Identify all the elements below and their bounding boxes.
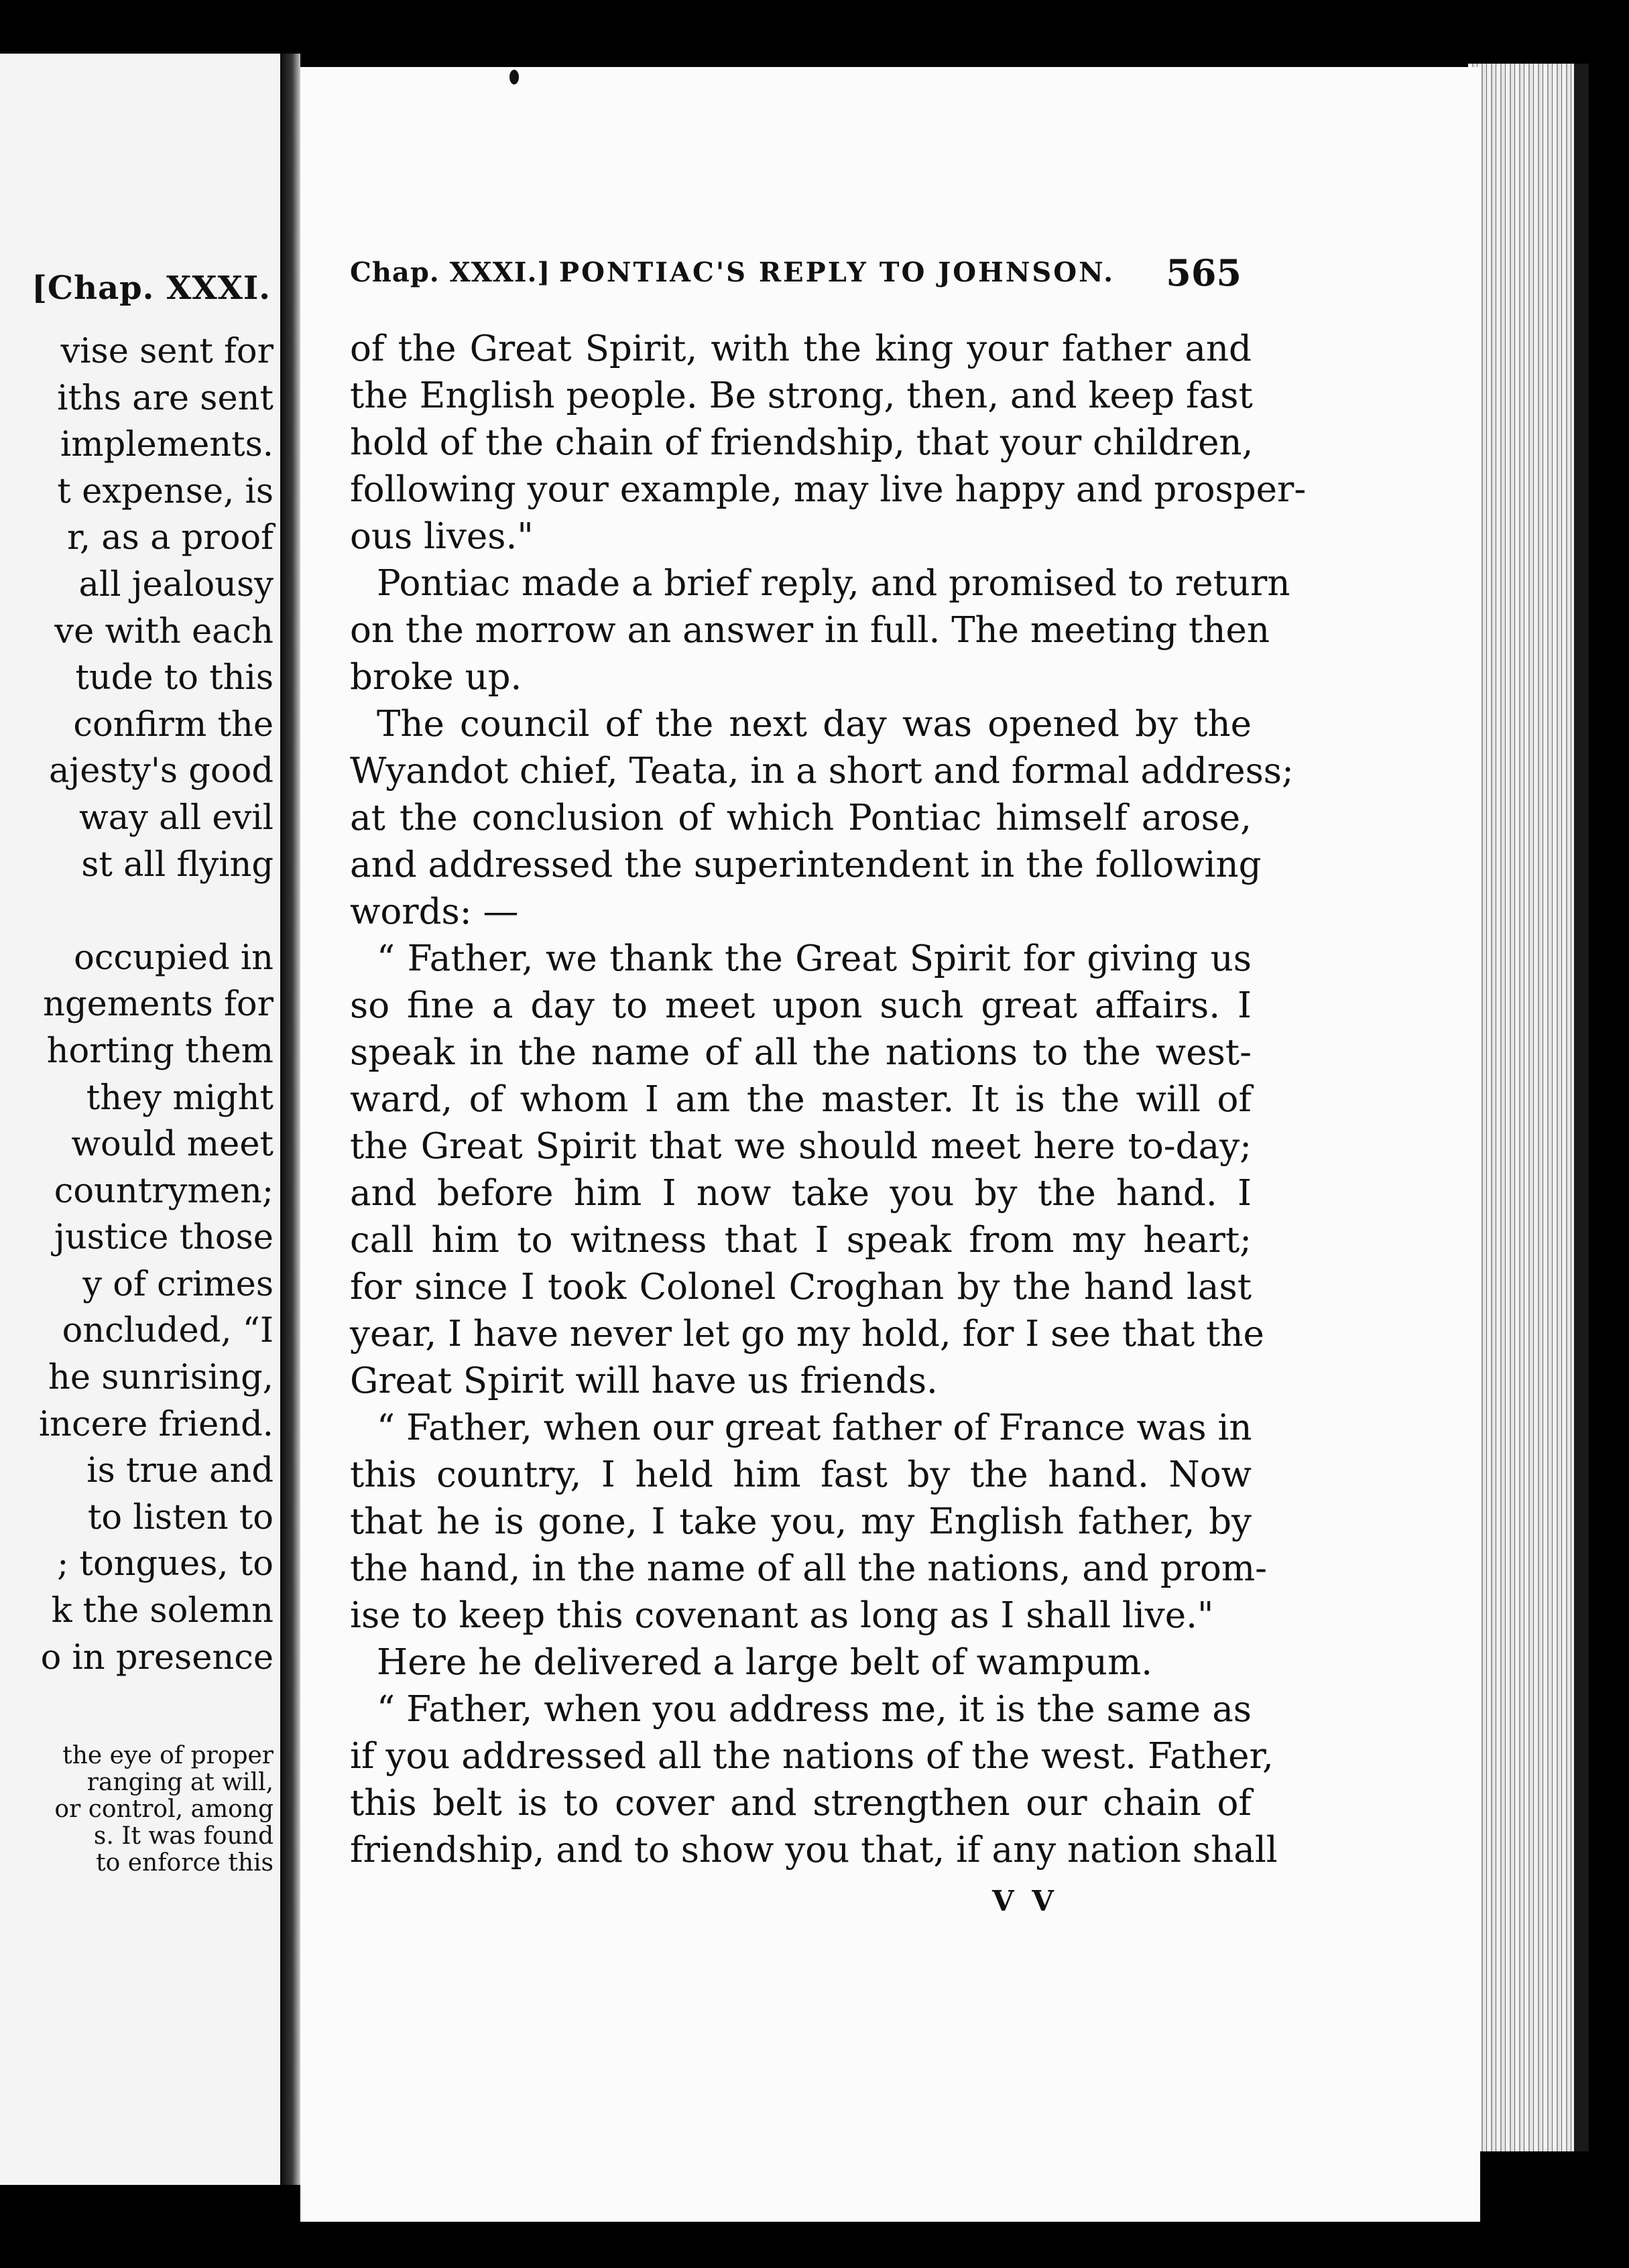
text-line: call him to witness that I speak from my heart;	[350, 1220, 1252, 1261]
text-line: The council of the next day was opened by the	[377, 704, 1252, 745]
left-footnote-line: the eye of proper	[62, 1742, 274, 1769]
left-page-text	[39, 328, 274, 1681]
left-text-line: r, as a proof	[67, 518, 274, 558]
left-text-line: confirm the	[73, 704, 274, 745]
left-footnote-line: or control, among	[54, 1796, 274, 1823]
text-line: ward, of whom I am the master. It is the will of	[350, 1079, 1252, 1120]
text-line: Here he delivered a large belt of wampum.	[377, 1642, 1153, 1683]
text-line: speak in the name of all the nations to the west-	[350, 1032, 1252, 1073]
text-line: if you addressed all the nations of the west. Father,	[350, 1736, 1274, 1777]
left-text-line: all jealousy	[78, 564, 274, 605]
left-text-line: t expense, is	[57, 471, 274, 511]
left-text-line: implements.	[60, 425, 274, 465]
left-running-head: [Chap. XXXI.	[32, 269, 271, 307]
chapter-label: Chap. XXXI.]	[350, 257, 551, 288]
text-line: and addressed the superintendent in the following	[350, 844, 1262, 885]
left-text-line: ve with each	[54, 611, 274, 651]
text-line: words: —	[350, 891, 519, 932]
text-line: this belt is to cover and strengthen our chain of	[350, 1783, 1252, 1824]
left-text-line: oncluded, “I	[62, 1311, 274, 1351]
left-text-line: tude to this	[75, 658, 274, 698]
text-line: the hand, in the name of all the nations, and prom-	[350, 1548, 1268, 1589]
left-text-line: st all flying	[81, 844, 274, 885]
page-edges	[1468, 64, 1589, 2151]
text-line: the English people. Be strong, then, and keep fast	[350, 375, 1253, 416]
left-text-line: would meet	[71, 1125, 274, 1165]
text-line: at the conclusion of which Pontiac himself arose,	[350, 798, 1252, 838]
left-text-line: they might	[86, 1078, 274, 1118]
left-footnote-line: s. It was found	[93, 1822, 274, 1850]
left-text-line: is true and	[86, 1451, 274, 1491]
left-text-line: to listen to	[87, 1497, 274, 1537]
left-text-line: k the solemn	[51, 1591, 274, 1631]
left-text-line: justice those	[54, 1218, 274, 1258]
text-line: “ Father, when our great father of France was in	[377, 1407, 1252, 1448]
left-footnote-line: to enforce this	[96, 1849, 274, 1877]
signature-mark: V V	[992, 1885, 1058, 1917]
left-footnote-line: ranging at will,	[86, 1769, 274, 1796]
page-number: 565	[1166, 251, 1242, 294]
text-line: friendship, and to show you that, if any nation shall	[350, 1830, 1278, 1871]
text-line: on the morrow an answer in full. The meeting then	[350, 610, 1270, 651]
text-line: this country, I held him fast by the hand. Now	[350, 1454, 1252, 1495]
left-text-line: ngements for	[43, 985, 274, 1025]
left-text-line: y of crimes	[82, 1264, 274, 1304]
left-text-line: occupied in	[74, 938, 274, 978]
text-line: Great Spirit will have us friends.	[350, 1361, 938, 1401]
left-text-line: ; tongues, to	[57, 1544, 274, 1584]
left-footnotes	[54, 1743, 274, 1877]
left-text-line	[39, 888, 274, 935]
page-edge-shadow	[1574, 64, 1589, 2151]
running-head	[350, 251, 1242, 298]
left-facing-page	[0, 54, 280, 2185]
text-line: ise to keep this covenant as long as I shall live."	[350, 1595, 1214, 1636]
left-text-line: he sunrising,	[48, 1358, 274, 1398]
text-line: so fine a day to meet upon such great affairs. I	[350, 985, 1252, 1026]
text-line: “ Father, when you address me, it is the same as	[377, 1689, 1252, 1730]
ink-spot	[509, 70, 519, 84]
book-gutter	[280, 54, 300, 2185]
text-line: Pontiac made a brief reply, and promised to return	[377, 563, 1290, 604]
body-text	[350, 326, 1307, 1874]
text-line: Wyandot chief, Teata, in a short and formal address;	[350, 751, 1294, 792]
text-line: and before him I now take you by the hand. I	[350, 1173, 1252, 1214]
text-line: hold of the chain of friendship, that your children,	[350, 422, 1254, 463]
left-text-line: horting them	[46, 1031, 274, 1071]
left-text-line: iths are sent	[57, 378, 274, 418]
running-title: PONTIAC'S REPLY TO JOHNSON.	[559, 257, 1115, 288]
text-line: of the Great Spirit, with the king your father and	[350, 328, 1252, 369]
left-text-line: ajesty's good	[49, 751, 274, 792]
left-text-line: incere friend.	[38, 1404, 274, 1444]
text-line: ous lives."	[350, 516, 534, 557]
text-line: following your example, may live happy and prosper-	[350, 469, 1307, 510]
left-text-line: countrymen;	[54, 1171, 274, 1211]
left-text-line: way all evil	[79, 798, 274, 838]
text-line: year, I have never let go my hold, for I see that the	[350, 1314, 1264, 1354]
text-line: “ Father, we thank the Great Spirit for giving us	[377, 938, 1252, 979]
text-line: broke up.	[350, 657, 522, 698]
left-text-line: vise sent for	[60, 332, 274, 371]
left-text-line: o in presence	[40, 1637, 274, 1678]
text-line: that he is gone, I take you, my English father, by	[350, 1501, 1252, 1542]
text-line: for since I took Colonel Croghan by the hand last	[350, 1267, 1252, 1308]
text-line: the Great Spirit that we should meet here to-day;	[350, 1126, 1252, 1167]
